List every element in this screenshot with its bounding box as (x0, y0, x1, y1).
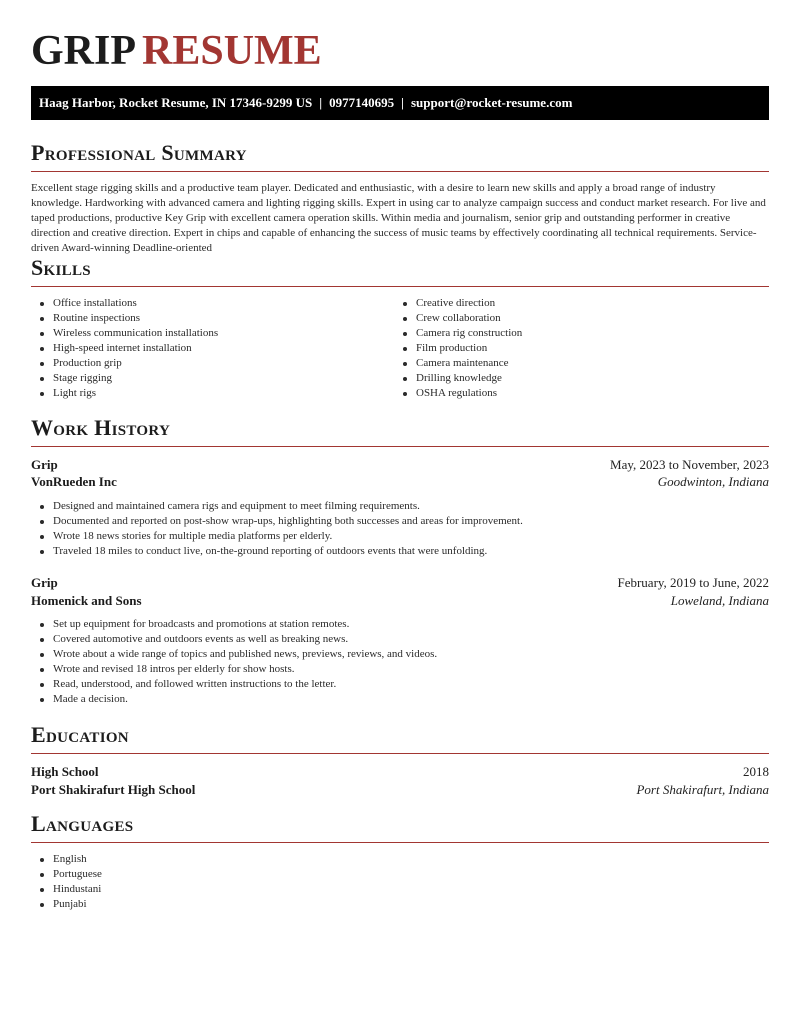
language-item: Punjabi (31, 897, 391, 912)
language-item: English (31, 852, 391, 867)
job-bullets (31, 617, 769, 707)
contact-separator: | (319, 95, 323, 110)
contact-phone: 0977140695 (329, 95, 395, 110)
job-company-row (31, 592, 769, 610)
skill-item: Drilling knowledge (394, 371, 754, 386)
job-dates: February, 2019 to June, 2022 (617, 575, 769, 590)
section-title-education: Education (31, 722, 769, 754)
name-first: GRIP (31, 28, 136, 74)
job-bullet: Wrote and revised 18 intros per elderly for show hosts. (31, 662, 769, 677)
contact-email[interactable]: support@rocket-resume.com (410, 95, 573, 110)
section-title-summary: Professional Summary (31, 140, 769, 172)
job-company-row (31, 473, 769, 491)
contact-bar (31, 86, 769, 120)
skill-item: Production grip (31, 356, 391, 371)
education-location: Port Shakirafurt, Indiana (636, 782, 769, 797)
job-location: Loweland, Indiana (670, 593, 769, 608)
job-company: Homenick and Sons (31, 593, 142, 608)
resume-name-heading (31, 27, 322, 75)
job-role: Grip (31, 457, 58, 472)
education-header-row (31, 763, 769, 781)
skill-item: Office installations (31, 296, 391, 311)
skill-item: Camera maintenance (394, 356, 754, 371)
skill-item: Creative direction (394, 296, 754, 311)
name-last: RESUME (142, 28, 322, 74)
skill-item: Film production (394, 341, 754, 356)
language-item: Hindustani (31, 882, 391, 897)
job-location: Goodwinton, Indiana (657, 474, 769, 489)
section-title-languages: Languages (31, 811, 769, 843)
skill-item: Light rigs (31, 386, 391, 401)
skill-item: OSHA regulations (394, 386, 754, 401)
contact-address: Haag Harbor, Rocket Resume, IN 17346-9299 US (39, 95, 313, 110)
skills-list-left (31, 296, 391, 401)
contact-separator: | (401, 95, 404, 110)
languages-list (31, 852, 391, 912)
job-bullet: Set up equipment for broadcasts and promotions at station remotes. (31, 617, 769, 632)
education-school-row (31, 781, 769, 799)
section-title-work-history: Work History (31, 415, 769, 447)
skill-item: Stage rigging (31, 371, 391, 386)
job-dates: May, 2023 to November, 2023 (610, 457, 769, 472)
skill-item: Routine inspections (31, 311, 391, 326)
job-header-row (31, 456, 769, 474)
skills-list-right (394, 296, 754, 401)
skill-item: Camera rig construction (394, 326, 754, 341)
job-bullet: Covered automotive and outdoors events as well as breaking news. (31, 632, 769, 647)
job-bullet: Designed and maintained camera rigs and equipment to meet filming requirements. (31, 499, 769, 514)
job-company: VonRueden Inc (31, 474, 117, 489)
job-header-row (31, 574, 769, 592)
education-year: 2018 (743, 764, 769, 779)
skill-item: Crew collaboration (394, 311, 754, 326)
job-bullets (31, 499, 769, 559)
job-bullet: Traveled 18 miles to conduct live, on-the-ground reporting of outdoors events that were unfolding. (31, 544, 769, 559)
job-role: Grip (31, 575, 58, 590)
education-degree: High School (31, 764, 99, 779)
skill-item: Wireless communication installations (31, 326, 391, 341)
section-title-skills: Skills (31, 255, 769, 287)
job-bullet: Wrote 18 news stories for multiple media platforms per elderly. (31, 529, 769, 544)
skill-item: High-speed internet installation (31, 341, 391, 356)
job-bullet: Documented and reported on post-show wrap-ups, highlighting both successes and areas for improvement. (31, 514, 769, 529)
education-school: Port Shakirafurt High School (31, 782, 196, 797)
language-item: Portuguese (31, 867, 391, 882)
job-bullet: Read, understood, and followed written instructions to the letter. (31, 677, 769, 692)
summary-text: Excellent stage rigging skills and a productive team player. Dedicated and enthusiastic, with a desire to learn new skills and apply a broad range of industry knowledge. Hardworking with advanced camera and lighting rigging skills. Expert in using car to analyze campaign success and conduct market research. For live and taped productions, productive Key Grip with excellent camera operation skills. Within media and journalism, senior grip and outstanding performer in creative direction and creative direction. Expert in chips and capable of enhancing the success of music teams by effectively coordinating all technical requirements. Service-driven Award-winning Deadline-oriented (31, 182, 766, 254)
job-bullet: Made a decision. (31, 692, 769, 707)
job-bullet: Wrote about a wide range of topics and published news, previews, reviews, and videos. (31, 647, 769, 662)
